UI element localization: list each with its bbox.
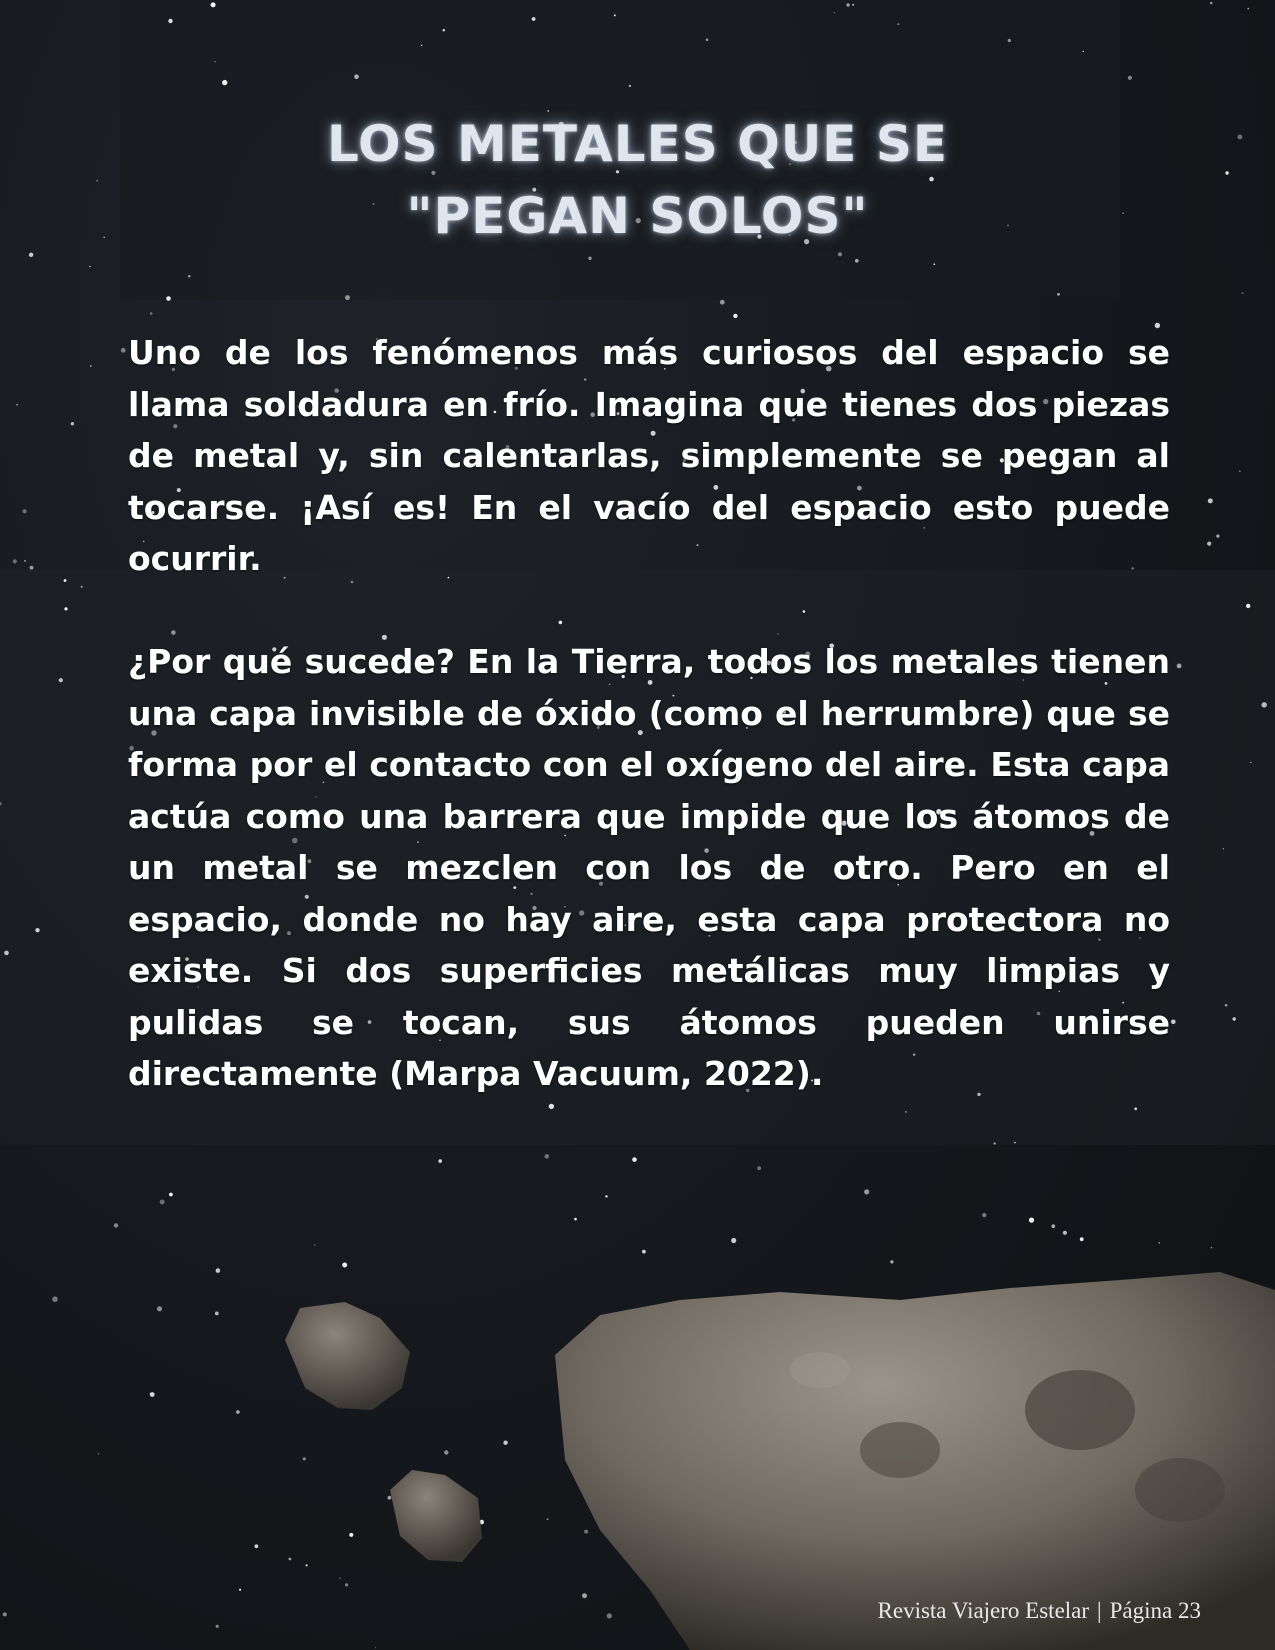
star [838, 252, 842, 256]
star [150, 312, 153, 315]
paragraph-intro: Uno de los fenómenos más curiosos del espacio se llama soldadura en frío. Imagina que tienes dos piezas de metal y, sin calentarlas, simplemente se pegan al tocarse. ¡Así es! En el vacío del espacio esto puede ocurrir. [128, 333, 1170, 578]
star [438, 1159, 442, 1163]
star [1171, 1020, 1176, 1025]
star [1080, 1237, 1084, 1241]
title-line-2: "PEGAN SOLOS" [406, 187, 869, 245]
star [574, 1218, 577, 1221]
star [834, 12, 835, 13]
star [214, 61, 216, 63]
star [1014, 1142, 1016, 1144]
star [71, 422, 74, 425]
star [897, 23, 899, 25]
star [757, 1166, 761, 1170]
star [1262, 702, 1267, 707]
star [1083, 51, 1084, 52]
star [1233, 1017, 1236, 1020]
star [864, 1189, 869, 1194]
star [24, 560, 26, 562]
star [1207, 542, 1211, 546]
star [188, 275, 190, 277]
star [1225, 1004, 1228, 1007]
star [1052, 1224, 1056, 1228]
star [23, 509, 27, 513]
star [629, 85, 631, 87]
magazine-name: Revista Viajero Estelar [877, 1598, 1090, 1623]
star [1247, 8, 1249, 10]
page-footer [878, 1598, 1201, 1624]
star [90, 365, 92, 367]
star [720, 300, 725, 305]
star [905, 1111, 906, 1112]
star [1223, 848, 1224, 849]
star [1128, 76, 1132, 80]
star [706, 39, 709, 42]
star [1239, 470, 1241, 472]
star [171, 630, 176, 635]
star [13, 559, 17, 563]
star [1177, 664, 1182, 669]
star [59, 678, 63, 682]
star [803, 610, 806, 613]
star [29, 253, 33, 257]
star [89, 266, 91, 268]
star [1063, 1231, 1067, 1235]
star [64, 579, 67, 582]
star [211, 2, 216, 7]
star [114, 1223, 118, 1227]
paragraph-explanation: ¿Por qué sucede? En la Tierra, todos los metales tienen una capa invisible de óxido (como el herrumbre) que se forma por el contacto con el oxígeno del aire. Esta capa actúa como una barrera que impide que los átomos de un metal se mezclen con los de otro. Pero en el espacio, donde no hay aire, esta capa protectora no existe. Si dos superficies metálicas muy limpias y pulidas se tocan, sus átomos pueden unirse directamente (Marpa Vacuum, 2022). [128, 642, 1170, 1093]
star [731, 1238, 736, 1243]
asteroid-illustration [0, 1260, 1275, 1650]
star [852, 4, 854, 6]
star [30, 566, 34, 570]
star [1208, 498, 1213, 503]
star [559, 621, 563, 625]
star [605, 1195, 607, 1197]
star [933, 263, 935, 265]
star [121, 348, 126, 353]
star [64, 607, 67, 610]
star [545, 1154, 550, 1159]
star [1029, 1218, 1034, 1223]
star [1216, 535, 1219, 538]
star [160, 1200, 165, 1205]
star [1008, 39, 1011, 42]
small-asteroid-1 [285, 1302, 410, 1410]
small-asteroid-2 [390, 1470, 482, 1562]
star [345, 295, 350, 300]
star [314, 1244, 316, 1246]
star [632, 1157, 637, 1162]
star [1158, 1242, 1160, 1244]
star [642, 1250, 646, 1254]
star [169, 1193, 173, 1197]
star [1210, 2, 1213, 5]
star [443, 29, 445, 31]
star [1057, 293, 1060, 296]
star [588, 257, 591, 260]
star [532, 17, 536, 21]
star [354, 74, 359, 79]
title-line-1: LOS METALES QUE SE [326, 115, 949, 173]
star [733, 314, 737, 318]
star [1246, 604, 1250, 608]
footer-separator: | [1097, 1598, 1102, 1623]
star [994, 1143, 996, 1145]
star [846, 3, 849, 6]
star [1134, 1107, 1137, 1110]
star [168, 19, 172, 23]
star [222, 80, 227, 85]
star [1242, 292, 1244, 294]
star [614, 14, 616, 16]
star [81, 586, 83, 588]
star [549, 1104, 554, 1109]
star [1211, 1247, 1213, 1249]
article-title [0, 108, 1275, 252]
star [166, 296, 171, 301]
page-number: Página 23 [1109, 1598, 1201, 1623]
star [35, 928, 39, 932]
star [777, 633, 779, 635]
star [982, 1213, 986, 1217]
star [0, 802, 2, 805]
star [421, 45, 422, 46]
star [855, 259, 859, 263]
star [16, 404, 18, 406]
star [1250, 762, 1251, 763]
star [4, 951, 9, 956]
